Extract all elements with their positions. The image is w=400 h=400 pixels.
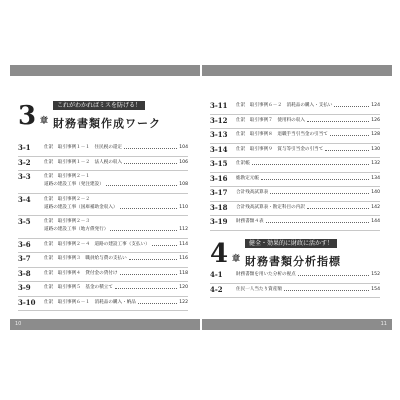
- top-band: [10, 65, 200, 76]
- toc-entry-title: 仕訳帳: [236, 161, 250, 166]
- toc-leader-dots: [120, 208, 177, 209]
- chapter-3-heading: [18, 99, 168, 133]
- toc-row-rule: [210, 128, 380, 129]
- chapter-number: 3: [18, 101, 36, 131]
- toc-row-rule: [210, 215, 380, 216]
- toc-leader-dots: [270, 193, 369, 194]
- toc-entry-page: 154: [371, 286, 380, 292]
- toc-row-rule: [210, 143, 380, 144]
- toc-entry-number: 3-13: [210, 130, 228, 139]
- toc-entry-title: 仕訳 取引事例２－１: [44, 174, 90, 179]
- toc-entry: [18, 298, 188, 313]
- toc-entry-number: 3-7: [18, 254, 31, 263]
- bottom-band: [10, 319, 200, 330]
- toc-entry: [18, 269, 188, 284]
- toc-entry: [210, 285, 380, 300]
- toc-entry: [18, 158, 188, 173]
- toc-entry: [210, 270, 380, 285]
- toc-entry-page: 152: [371, 272, 380, 277]
- toc-entry: [210, 159, 380, 174]
- toc-row-rule: [18, 267, 188, 268]
- toc-row-rule: [18, 310, 188, 311]
- toc-row-rule: [210, 283, 380, 284]
- toc-entry-page: 112: [179, 227, 188, 232]
- left-page: [10, 65, 200, 330]
- toc-entry-title: 合計残高試算表・勘定科目の内訳: [236, 204, 305, 210]
- toc-entry-page: 114: [179, 241, 188, 247]
- toc-entry-page: 130: [371, 146, 380, 152]
- toc-entry-number: 3-17: [210, 188, 228, 197]
- toc-entry-subtitle: 道路の建設工事（地方債発行）: [44, 227, 109, 232]
- toc-entry-title: 仕訳 取引事例１－２ 法人税の収入: [44, 159, 123, 165]
- toc-leader-dots: [307, 121, 369, 122]
- toc-entry-page: 110: [179, 204, 188, 210]
- toc-entry-page: 122: [179, 299, 188, 305]
- toc-entry: [210, 188, 380, 203]
- toc-entry-subtitle: 道路の建設工事（国庫補助金収入）: [44, 204, 118, 210]
- toc-row-rule: [210, 157, 380, 158]
- toc-entry-page: 142: [371, 204, 380, 210]
- chapter-number: 4: [210, 239, 228, 269]
- toc-entry: [210, 145, 380, 160]
- toc-leader-dots: [284, 290, 369, 291]
- toc-entry-number: 3-11: [210, 101, 228, 110]
- toc-entry-number: 3-8: [18, 268, 31, 278]
- toc-entry: [210, 116, 380, 131]
- toc-entry: [18, 195, 188, 218]
- toc-leader-dots: [120, 274, 177, 275]
- toc-leader-dots: [124, 163, 177, 164]
- toc-entry-title: 仕訳 取引事例２－４ 道路の建設工事（支払い）: [44, 241, 150, 247]
- toc-entry-title: 仕訳 取引事例２－３: [44, 219, 90, 224]
- toc-entry-title: 合計残高試算表: [236, 190, 269, 195]
- toc-row-rule: [210, 201, 380, 202]
- toc-entry: [18, 283, 188, 298]
- toc-entry-number: 3-14: [210, 144, 228, 154]
- chapter-4-heading: [210, 237, 360, 271]
- toc-entry-title: 仕訳 取引事例７ 使用料の収入: [236, 117, 305, 123]
- right-page: [202, 65, 392, 330]
- toc-entry-number: 3-10: [18, 297, 36, 307]
- toc-entry-number: 3-18: [210, 202, 228, 212]
- toc-entry-title: 住民一人当たり資産額: [236, 286, 282, 292]
- toc-entry-number: 3-19: [210, 217, 228, 226]
- toc-row-rule: [210, 230, 380, 231]
- toc-entry: [210, 130, 380, 145]
- toc-entry: [210, 203, 380, 218]
- toc-entry-page: 120: [179, 285, 188, 290]
- toc-entry-title: 仕訳 取引事例４ 貸付金の貸付け: [44, 270, 118, 276]
- toc-entry: [18, 217, 188, 240]
- toc-entry-number: 3-4: [18, 194, 31, 204]
- chapter-title: 財務書類作成ワーク: [53, 117, 161, 130]
- toc-entry-title: 総勘定元帳: [236, 175, 259, 181]
- toc-leader-dots: [261, 179, 369, 180]
- toc-entry-title: 財務書類４表: [236, 219, 264, 224]
- toc-entry-page: 108: [179, 182, 188, 187]
- toc-entry-title: 仕訳 取引事例２－２: [44, 196, 90, 202]
- toc-row-rule: [18, 252, 188, 253]
- toc-entry-title: 仕訳 取引事例６－２ 消耗品の購入・支払い: [236, 103, 333, 108]
- toc-entry-title: 仕訳 取引事例８ 退職手当引当金の引当て: [236, 132, 328, 137]
- toc-row-rule: [18, 156, 188, 157]
- toc-leader-dots: [115, 288, 177, 289]
- toc-leader-dots: [252, 164, 369, 165]
- toc-row-rule: [210, 172, 380, 173]
- toc-entry: [18, 254, 188, 269]
- toc-leader-dots: [106, 185, 177, 186]
- toc-entry-number: 4-1: [210, 270, 223, 279]
- toc-entry-number: 3-1: [18, 143, 31, 152]
- toc-entry-page: 134: [371, 175, 380, 181]
- toc-row-rule: [18, 215, 188, 216]
- toc-entry-number: 3-12: [210, 115, 228, 125]
- toc-leader-dots: [266, 222, 369, 223]
- toc-leader-dots: [129, 259, 177, 260]
- chapter-tag: これがわかればミスを防げる！: [53, 101, 145, 110]
- toc-row-rule: [18, 296, 188, 297]
- toc-entry-number: 3-9: [18, 283, 31, 292]
- toc-entry: [18, 240, 188, 255]
- toc-entry-title: 仕訳 取引事例３ 職員給与費の支払い: [44, 256, 127, 261]
- toc-entry-number: 3-3: [18, 172, 31, 181]
- toc-entry-number: 4-2: [210, 284, 223, 294]
- toc-entry-page: 140: [371, 190, 380, 195]
- toc-entry-page: 144: [371, 219, 380, 224]
- toc-row-rule: [210, 114, 380, 115]
- toc-leader-dots: [330, 135, 369, 136]
- toc-entry-page: 116: [179, 256, 188, 261]
- toc-leader-dots: [325, 150, 369, 151]
- toc-leader-dots: [110, 230, 177, 231]
- toc-entry: [210, 217, 380, 232]
- toc-entry: [18, 172, 188, 195]
- toc-leader-dots: [298, 275, 369, 276]
- toc-entry-title: 財務書類を用いた分析の視点: [236, 272, 296, 277]
- toc-leader-dots: [334, 106, 369, 107]
- toc-entry-title: 仕訳 取引事例５ 基金の積立て: [44, 285, 113, 290]
- top-band: [202, 65, 392, 76]
- bottom-band: [202, 319, 392, 330]
- toc-row-rule: [210, 186, 380, 187]
- toc-row-rule: [210, 297, 380, 298]
- toc-entry-number: 3-6: [18, 239, 31, 249]
- toc-entry-number: 3-5: [18, 217, 31, 226]
- toc-leader-dots: [307, 208, 369, 209]
- toc-entry-page: 126: [371, 117, 380, 123]
- toc-entry-subtitle: 道路の建設工事（発注建設）: [44, 182, 104, 187]
- toc-row-rule: [18, 238, 188, 239]
- chapter-suffix: 章: [40, 115, 48, 125]
- toc-entry-title: 仕訳 取引事例９ 賞与等引当金の引当て: [236, 146, 324, 152]
- toc-entry-page: 104: [179, 145, 188, 150]
- toc-entry-number: 3-2: [18, 157, 31, 167]
- chapter-tag: 健全・効果的に財政に活かす！: [245, 239, 337, 248]
- toc-entry: [210, 101, 380, 116]
- chapter-title: 財務書類分析指標: [245, 255, 341, 268]
- toc-entry-page: 118: [179, 270, 188, 276]
- toc-entry-title: 仕訳 取引事例１－１ 住民税の還定: [44, 145, 123, 150]
- toc-row-rule: [18, 281, 188, 282]
- toc-entry-page: 124: [371, 103, 380, 108]
- toc-entry-title: 仕訳 取引事例６－１ 消耗品の購入・納品: [44, 299, 136, 305]
- toc-row-rule: [18, 170, 188, 171]
- toc-entry: [210, 174, 380, 189]
- toc-entry-number: 3-16: [210, 173, 228, 183]
- toc-row-rule: [18, 193, 188, 194]
- toc-leader-dots: [138, 303, 177, 304]
- chapter-suffix: 章: [232, 253, 240, 263]
- toc-entry-number: 3-15: [210, 159, 228, 168]
- toc-entry-page: 132: [371, 161, 380, 166]
- toc-entry-page: 128: [371, 132, 380, 137]
- toc-entry-page: 106: [179, 159, 188, 165]
- page-number: 11: [380, 321, 387, 327]
- toc-leader-dots: [152, 245, 177, 246]
- page-number: 10: [15, 321, 22, 327]
- toc-leader-dots: [124, 148, 177, 149]
- toc-entry: [18, 143, 188, 158]
